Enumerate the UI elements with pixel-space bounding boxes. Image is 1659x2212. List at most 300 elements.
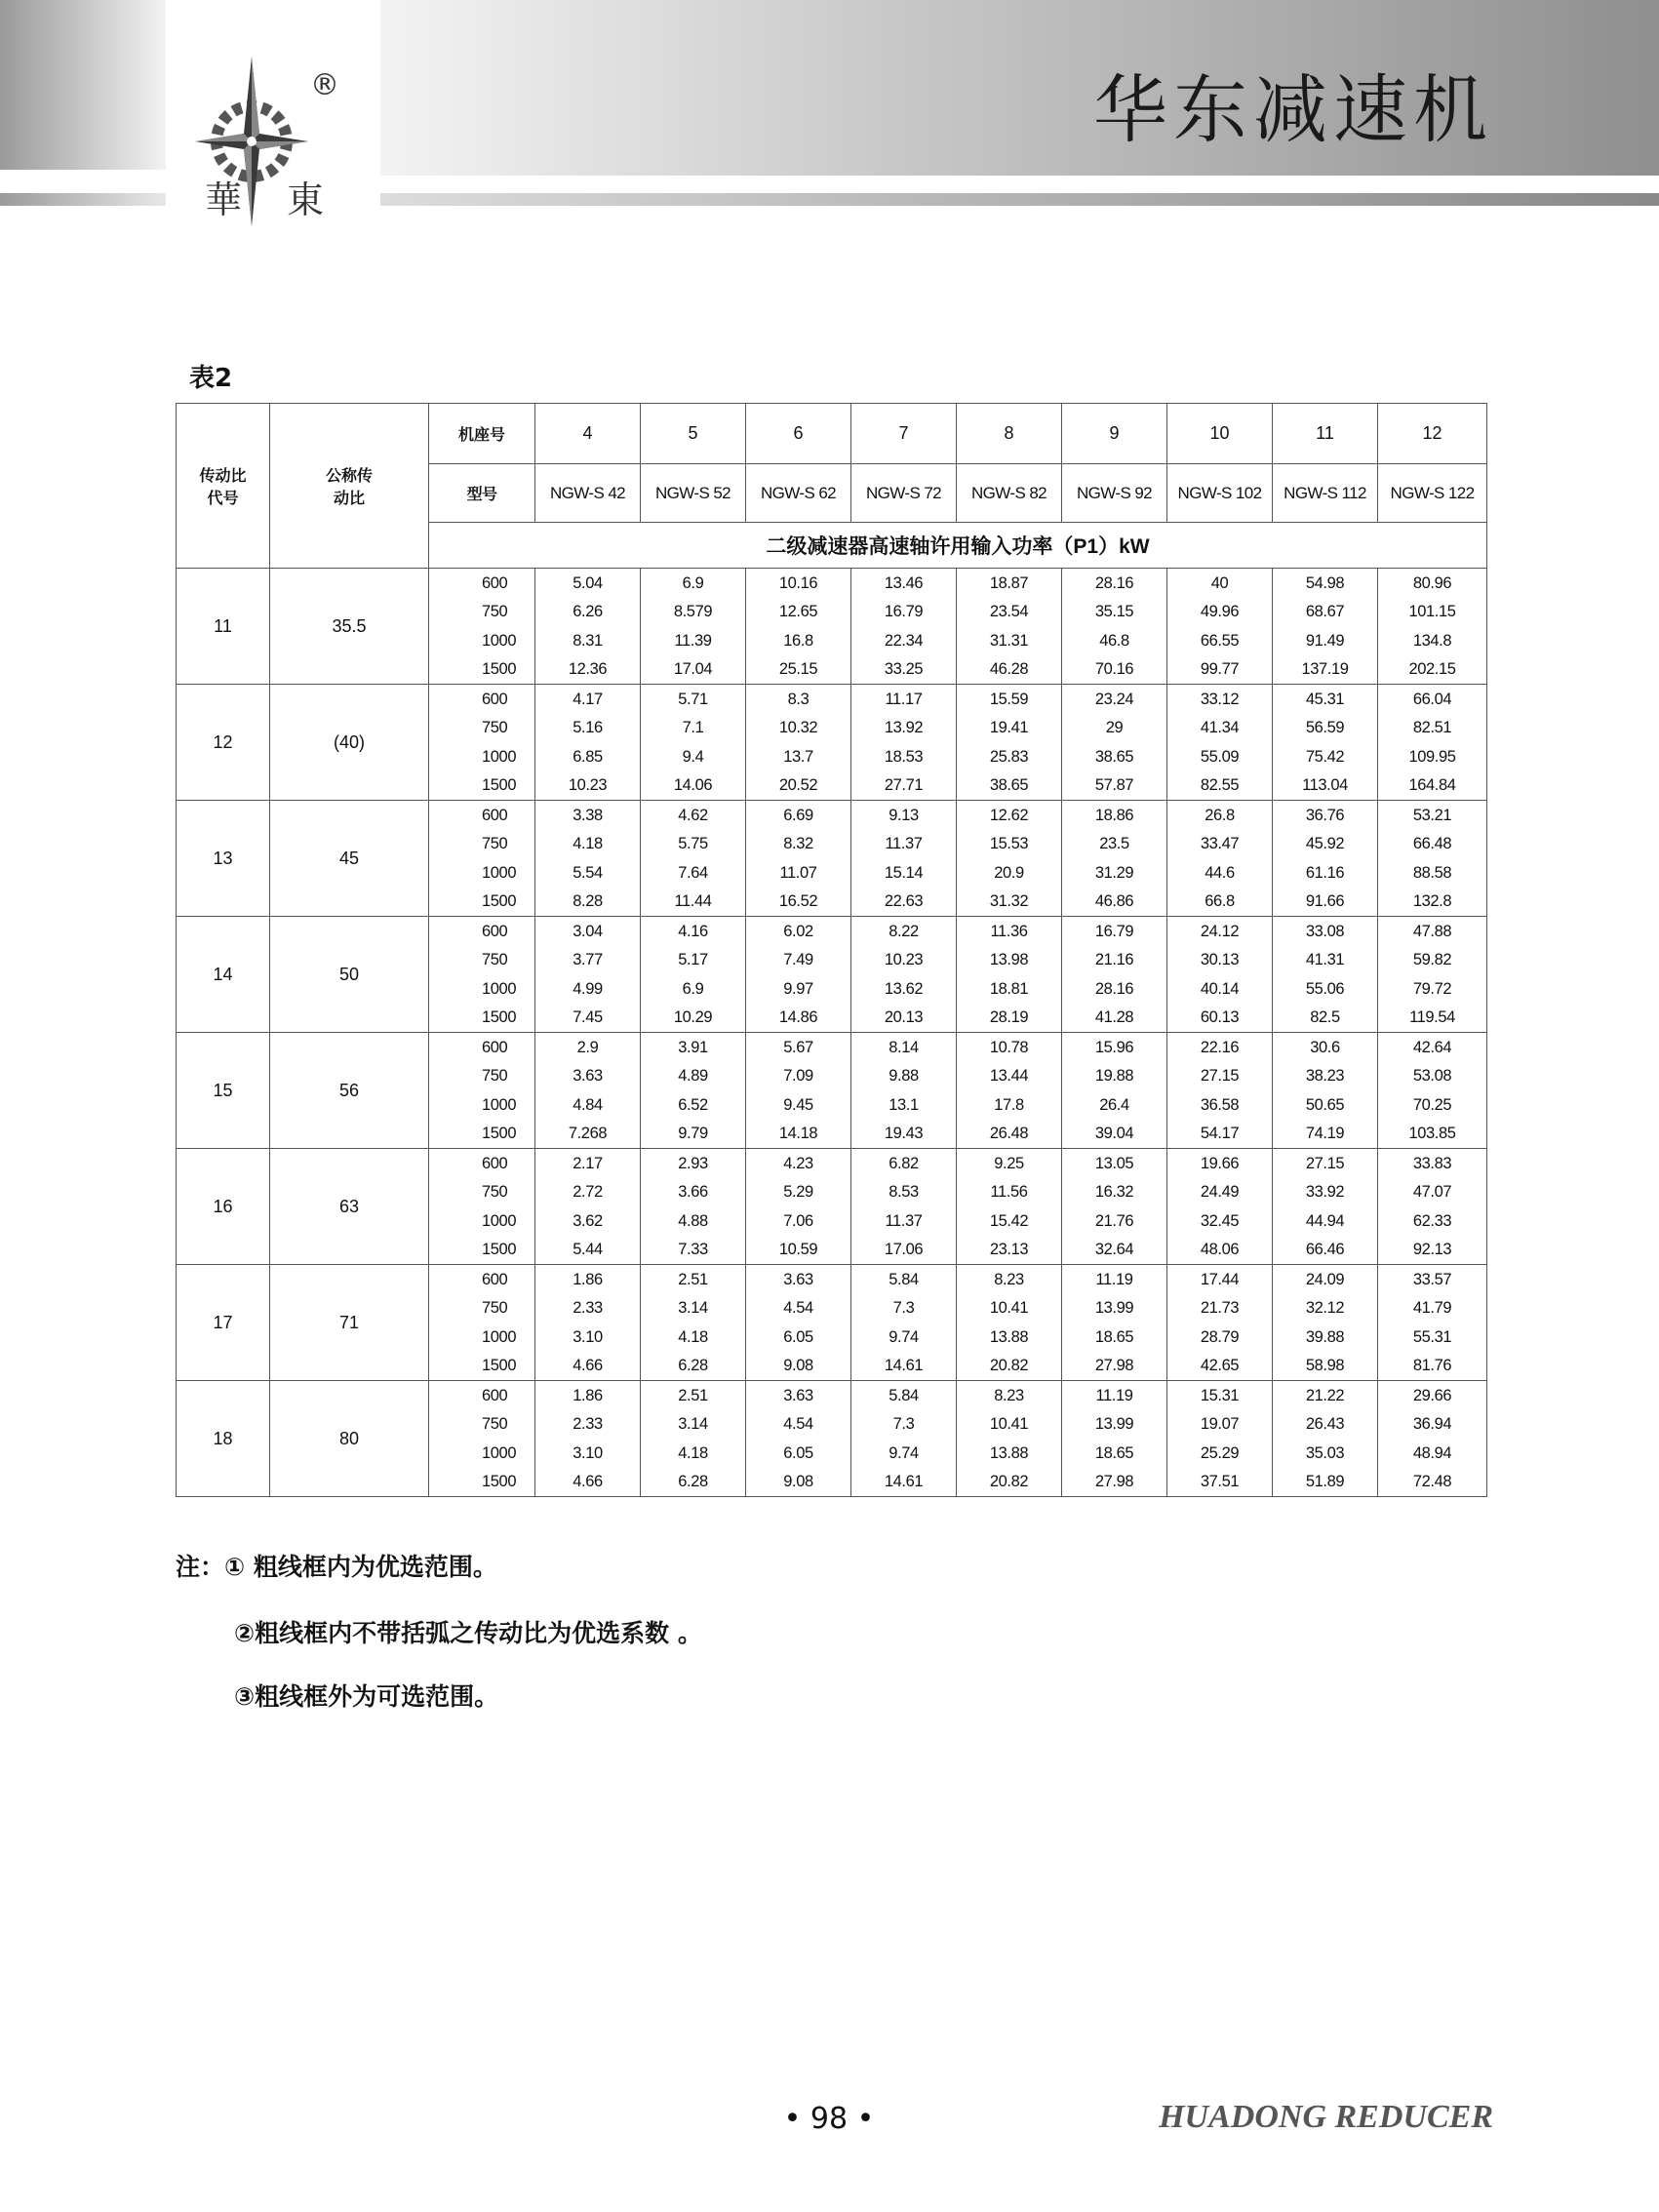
power-value: 25.83 [989,747,1029,766]
power-value: 11.37 [885,1211,923,1230]
power-value: 16.32 [1094,1183,1134,1202]
power-value: 9.08 [783,1356,813,1374]
power-value: 39.04 [1094,1124,1134,1142]
power-value: 28.19 [989,1007,1029,1026]
power-value: 16.79 [884,603,924,621]
power-value: 16.79 [1094,923,1134,940]
power-value: 66.55 [1200,631,1240,650]
power-value: 9.79 [678,1124,708,1142]
speed-value: 1000 [482,1327,517,1346]
power-cell [851,685,957,801]
power-value: 9.45 [783,1095,813,1114]
power-value: 28.79 [1200,1327,1240,1346]
power-value: 10.59 [778,1240,818,1258]
power-cell [535,801,641,917]
power-value: 15.96 [1094,1039,1134,1056]
nominal-ratio-cell: 63 [270,1149,429,1265]
power-value: 30.6 [1310,1039,1340,1056]
frame-cell: 5 [641,404,746,464]
model-cell: NGW-S 102 [1167,464,1273,523]
power-value: 14.86 [778,1007,818,1026]
frame-cell: 7 [851,404,957,464]
power-value: 25.29 [1200,1443,1240,1462]
power-value: 13.1 [889,1095,919,1114]
power-value: 6.05 [783,1443,813,1462]
note-3: ③粗线框外为可选范围。 [234,1682,499,1711]
power-cell [1378,1033,1487,1149]
power-value: 9.88 [889,1067,919,1086]
power-value: 35.03 [1305,1443,1345,1462]
power-value: 4.99 [573,979,603,998]
power-value: 13.99 [1094,1299,1134,1318]
power-value: 59.82 [1412,951,1452,969]
power-value: 53.21 [1412,807,1452,824]
power-cell [957,1265,1062,1381]
speed-value: 750 [482,951,508,969]
power-value: 21.76 [1094,1211,1134,1230]
power-value: 7.1 [682,719,704,737]
power-value: 15.14 [884,863,924,882]
power-value: 8.23 [994,1387,1024,1404]
power-value: 6.05 [783,1327,813,1346]
power-value: 23.54 [989,603,1029,621]
power-cell [1167,917,1273,1033]
power-cell [1062,801,1167,917]
power-rating-table [176,403,1487,1497]
power-value: 10.78 [989,1039,1029,1056]
speed-value: 1500 [482,1124,517,1142]
power-value: 46.8 [1099,631,1129,650]
power-value: 22.63 [884,891,924,910]
power-value: 9.13 [889,807,919,824]
power-value: 18.65 [1094,1443,1134,1462]
logo-char-right: 東 [287,178,325,221]
power-value: 202.15 [1408,659,1456,678]
power-value: 91.66 [1305,891,1345,910]
power-cell [641,685,746,801]
model-cell: NGW-S 72 [851,464,957,523]
frame-cell: 9 [1062,404,1167,464]
model-cell: NGW-S 112 [1273,464,1378,523]
power-value: 58.98 [1305,1356,1345,1374]
table-body [177,569,1487,1497]
power-value: 15.59 [989,691,1029,708]
power-value: 11.19 [1095,1271,1133,1288]
power-value: 3.63 [783,1271,813,1288]
power-value: 42.65 [1200,1356,1240,1374]
power-value: 5.04 [573,574,603,592]
power-value: 7.64 [678,863,708,882]
frame-cell: 12 [1378,404,1487,464]
speed-value: 1000 [482,979,517,998]
input-speed-cell [429,801,535,917]
power-value: 24.49 [1200,1183,1240,1202]
power-cell [746,685,851,801]
speed-value: 1500 [482,1240,517,1258]
power-value: 19.88 [1094,1067,1134,1086]
speed-value: 750 [482,835,508,853]
power-value: 20.9 [994,863,1024,882]
speed-value: 1000 [482,1211,517,1230]
power-cell [1062,569,1167,685]
power-value: 27.71 [884,775,924,794]
power-cell [1273,801,1378,917]
power-value: 1.86 [573,1271,603,1288]
power-value: 15.31 [1200,1387,1240,1404]
power-cell [851,1033,957,1149]
nominal-ratio-cell: 35.5 [270,569,429,685]
speed-value: 600 [482,807,508,824]
power-value: 3.14 [678,1299,708,1318]
power-cell [851,1149,957,1265]
power-value: 6.85 [573,747,603,766]
power-cell [535,569,641,685]
power-value: 7.49 [783,951,813,969]
power-value: 6.02 [783,923,813,940]
speed-value: 1500 [482,891,517,910]
power-value: 19.43 [884,1124,924,1142]
power-value: 13.46 [884,574,924,592]
power-value: 24.09 [1305,1271,1345,1288]
power-value: 10.41 [989,1299,1029,1318]
power-value: 11.19 [1095,1387,1133,1404]
table-row [177,685,1487,801]
input-speed-cell [429,1033,535,1149]
speed-value: 1000 [482,747,517,766]
nominal-ratio-cell: 80 [270,1381,429,1497]
power-value: 7.06 [783,1211,813,1230]
power-cell [851,569,957,685]
power-value: 18.53 [884,747,924,766]
power-value: 99.77 [1200,659,1240,678]
power-cell [535,685,641,801]
power-value: 36.76 [1305,807,1345,824]
power-value: 44.6 [1205,863,1235,882]
company-logo [195,49,351,234]
power-value: 29 [1105,719,1124,737]
power-value: 55.31 [1412,1327,1452,1346]
power-value: 25.15 [778,659,818,678]
power-value: 48.94 [1412,1443,1452,1462]
input-speed-cell [429,1381,535,1497]
power-value: 31.29 [1094,863,1134,882]
power-value: 41.79 [1412,1299,1452,1318]
note-1: 注：① 粗线框内为优选范围。 [176,1553,497,1581]
power-value: 1.86 [573,1387,603,1404]
power-value: 3.38 [573,807,603,824]
power-value: 13.92 [884,719,924,737]
power-value: 33.12 [1200,691,1240,708]
power-cell [1378,569,1487,685]
table-row [177,569,1487,685]
speed-value: 600 [482,1039,508,1056]
speed-value: 600 [482,1155,508,1172]
frame-cell: 11 [1273,404,1378,464]
power-value: 22.34 [884,631,924,650]
power-value: 46.28 [989,659,1029,678]
power-value: 35.15 [1094,603,1134,621]
power-value: 113.04 [1302,775,1348,794]
power-value: 12.36 [568,659,608,678]
power-value: 9.97 [783,979,813,998]
power-value: 2.17 [573,1155,603,1172]
power-value: 9.4 [682,747,704,766]
power-value: 68.67 [1305,603,1345,621]
power-cell [957,1033,1062,1149]
power-value: 16.52 [778,891,818,910]
input-speed-cell [429,1265,535,1381]
speed-value: 750 [482,1183,508,1202]
model-cell: NGW-S 92 [1062,464,1167,523]
power-value: 137.19 [1301,659,1349,678]
power-value: 2.93 [678,1155,708,1172]
power-cell [1167,685,1273,801]
power-value: 109.95 [1408,747,1456,766]
power-value: 21.22 [1305,1387,1345,1404]
power-value: 15.53 [989,835,1029,853]
nominal-ratio-cell: 45 [270,801,429,917]
power-cell [1378,801,1487,917]
power-cell [746,1381,851,1497]
power-value: 62.33 [1412,1211,1452,1230]
power-value: 3.10 [573,1443,603,1462]
power-cell [1273,1149,1378,1265]
power-value: 4.54 [783,1415,813,1434]
power-value: 6.69 [783,807,813,824]
power-cell [1167,801,1273,917]
power-cell [746,569,851,685]
power-value: 10.23 [568,775,608,794]
power-value: 11.44 [674,891,712,910]
logo-char-left: 華 [205,178,243,221]
frame-row [177,404,1487,464]
power-value: 23.5 [1099,835,1129,853]
power-value: 56.59 [1305,719,1345,737]
power-cell [641,1033,746,1149]
power-cell [641,917,746,1033]
table-subtitle: 二级减速器高速轴许用输入功率（P1）kW [429,523,1487,569]
power-cell [641,1381,746,1497]
nominal-ratio-cell: 50 [270,917,429,1033]
nominal-ratio-cell: (40) [270,685,429,801]
power-value: 66.8 [1205,891,1235,910]
power-value: 50.65 [1305,1095,1345,1114]
power-cell [1167,1265,1273,1381]
power-value: 20.82 [989,1356,1029,1374]
power-value: 3.63 [783,1387,813,1404]
ratio-code-cell: 18 [177,1381,270,1497]
power-value: 4.16 [678,923,708,940]
power-value: 4.18 [678,1443,708,1462]
power-value: 48.06 [1200,1240,1240,1258]
power-value: 5.84 [889,1387,919,1404]
frame-cell: 8 [957,404,1062,464]
power-value: 8.579 [673,603,713,621]
power-value: 26.48 [989,1124,1029,1142]
speed-value: 1500 [482,775,517,794]
power-value: 11.56 [990,1183,1028,1202]
power-value: 60.13 [1200,1007,1240,1026]
power-value: 26.43 [1305,1415,1345,1434]
power-value: 41.28 [1094,1007,1134,1026]
power-value: 18.81 [989,979,1029,998]
speed-value: 600 [482,574,508,592]
power-value: 29.66 [1412,1387,1452,1404]
power-cell [851,917,957,1033]
power-cell [957,685,1062,801]
ratio-code-cell: 14 [177,917,270,1033]
power-value: 9.25 [994,1155,1024,1172]
power-value: 7.3 [892,1299,915,1318]
power-value: 4.89 [678,1067,708,1086]
power-value: 5.84 [889,1271,919,1288]
input-speed-cell [429,917,535,1033]
power-cell [746,1033,851,1149]
power-value: 13.99 [1094,1415,1134,1434]
power-value: 12.65 [778,603,818,621]
speed-value: 1000 [482,863,517,882]
header-nominal-ratio: 公称传动比 [270,404,429,569]
model-cell: NGW-S 82 [957,464,1062,523]
power-cell [1273,1033,1378,1149]
power-value: 32.64 [1094,1240,1134,1258]
speed-value: 1000 [482,1443,517,1462]
power-cell [535,1149,641,1265]
power-value: 37.51 [1200,1472,1240,1490]
power-value: 5.29 [783,1183,813,1202]
power-value: 5.67 [783,1039,813,1056]
power-value: 19.41 [989,719,1029,737]
power-value: 12.62 [989,807,1029,824]
power-value: 6.9 [682,979,704,998]
table-row [177,1381,1487,1497]
power-value: 28.16 [1094,979,1134,998]
power-cell [957,569,1062,685]
speed-value: 750 [482,1415,508,1434]
power-value: 82.51 [1412,719,1452,737]
power-value: 4.66 [573,1356,603,1374]
ratio-code-cell: 12 [177,685,270,801]
power-value: 70.25 [1412,1095,1452,1114]
table-row [177,1265,1487,1381]
power-cell [535,917,641,1033]
power-value: 2.51 [678,1387,708,1404]
power-value: 49.96 [1200,603,1240,621]
speed-value: 600 [482,1387,508,1404]
power-cell [1273,917,1378,1033]
power-value: 14.61 [884,1356,924,1374]
power-value: 92.13 [1412,1240,1452,1258]
power-cell [851,1381,957,1497]
frame-cell: 4 [535,404,641,464]
power-value: 30.13 [1200,951,1240,969]
speed-value: 600 [482,923,508,940]
power-value: 27.15 [1200,1067,1240,1086]
model-cell: NGW-S 122 [1378,464,1487,523]
power-value: 132.8 [1412,891,1452,910]
power-value: 4.17 [573,691,603,708]
power-value: 119.54 [1409,1007,1455,1026]
power-value: 82.5 [1310,1007,1340,1026]
power-cell [1167,1149,1273,1265]
power-value: 134.8 [1412,631,1452,650]
power-value: 42.64 [1412,1039,1452,1056]
power-value: 13.88 [989,1327,1029,1346]
power-value: 82.55 [1200,775,1240,794]
footer-brand: HUADONG REDUCER [1159,2099,1493,2135]
power-value: 53.08 [1412,1067,1452,1086]
power-value: 21.16 [1094,951,1134,969]
power-value: 54.98 [1305,574,1345,592]
power-value: 36.94 [1412,1415,1452,1434]
power-value: 80.96 [1412,574,1452,592]
power-value: 70.16 [1094,659,1134,678]
power-value: 66.46 [1305,1240,1345,1258]
power-value: 5.17 [678,951,708,969]
power-cell [1062,1381,1167,1497]
power-value: 8.31 [573,631,603,650]
power-value: 36.58 [1200,1095,1240,1114]
power-value: 23.13 [989,1240,1029,1258]
power-cell [1378,1265,1487,1381]
power-value: 27.98 [1094,1356,1134,1374]
power-value: 11.37 [885,835,923,853]
power-value: 51.89 [1305,1472,1345,1490]
power-value: 2.33 [573,1415,603,1434]
speed-value: 1000 [482,631,517,650]
power-value: 7.33 [678,1240,708,1258]
model-cell: NGW-S 52 [641,464,746,523]
power-value: 8.22 [889,923,919,940]
power-value: 4.84 [573,1095,603,1114]
power-value: 88.58 [1412,863,1452,882]
ratio-code-cell: 13 [177,801,270,917]
power-cell [851,801,957,917]
power-value: 20.52 [778,775,818,794]
power-value: 13.7 [783,747,813,766]
power-cell [535,1033,641,1149]
header-model: 型号 [429,464,535,523]
table-row [177,801,1487,917]
power-value: 16.8 [783,631,813,650]
power-value: 33.08 [1305,923,1345,940]
power-cell [1062,1265,1167,1381]
power-value: 38.23 [1305,1067,1345,1086]
nominal-ratio-cell: 71 [270,1265,429,1381]
power-cell [1167,569,1273,685]
power-value: 33.25 [884,659,924,678]
power-value: 33.57 [1412,1271,1452,1288]
power-value: 3.77 [573,951,603,969]
speed-value: 600 [482,691,508,708]
power-value: 13.98 [989,951,1029,969]
power-cell [746,1265,851,1381]
power-value: 3.04 [573,923,603,940]
power-value: 38.65 [1094,747,1134,766]
power-value: 8.53 [889,1183,919,1202]
power-cell [746,1149,851,1265]
input-speed-cell [429,685,535,801]
power-cell [957,801,1062,917]
power-cell [641,1265,746,1381]
power-value: 33.83 [1412,1155,1452,1172]
table-row [177,1033,1487,1149]
power-value: 61.16 [1305,863,1345,882]
power-value: 33.92 [1305,1183,1345,1202]
power-value: 4.23 [783,1155,813,1172]
power-value: 3.91 [678,1039,708,1056]
power-value: 2.51 [678,1271,708,1288]
